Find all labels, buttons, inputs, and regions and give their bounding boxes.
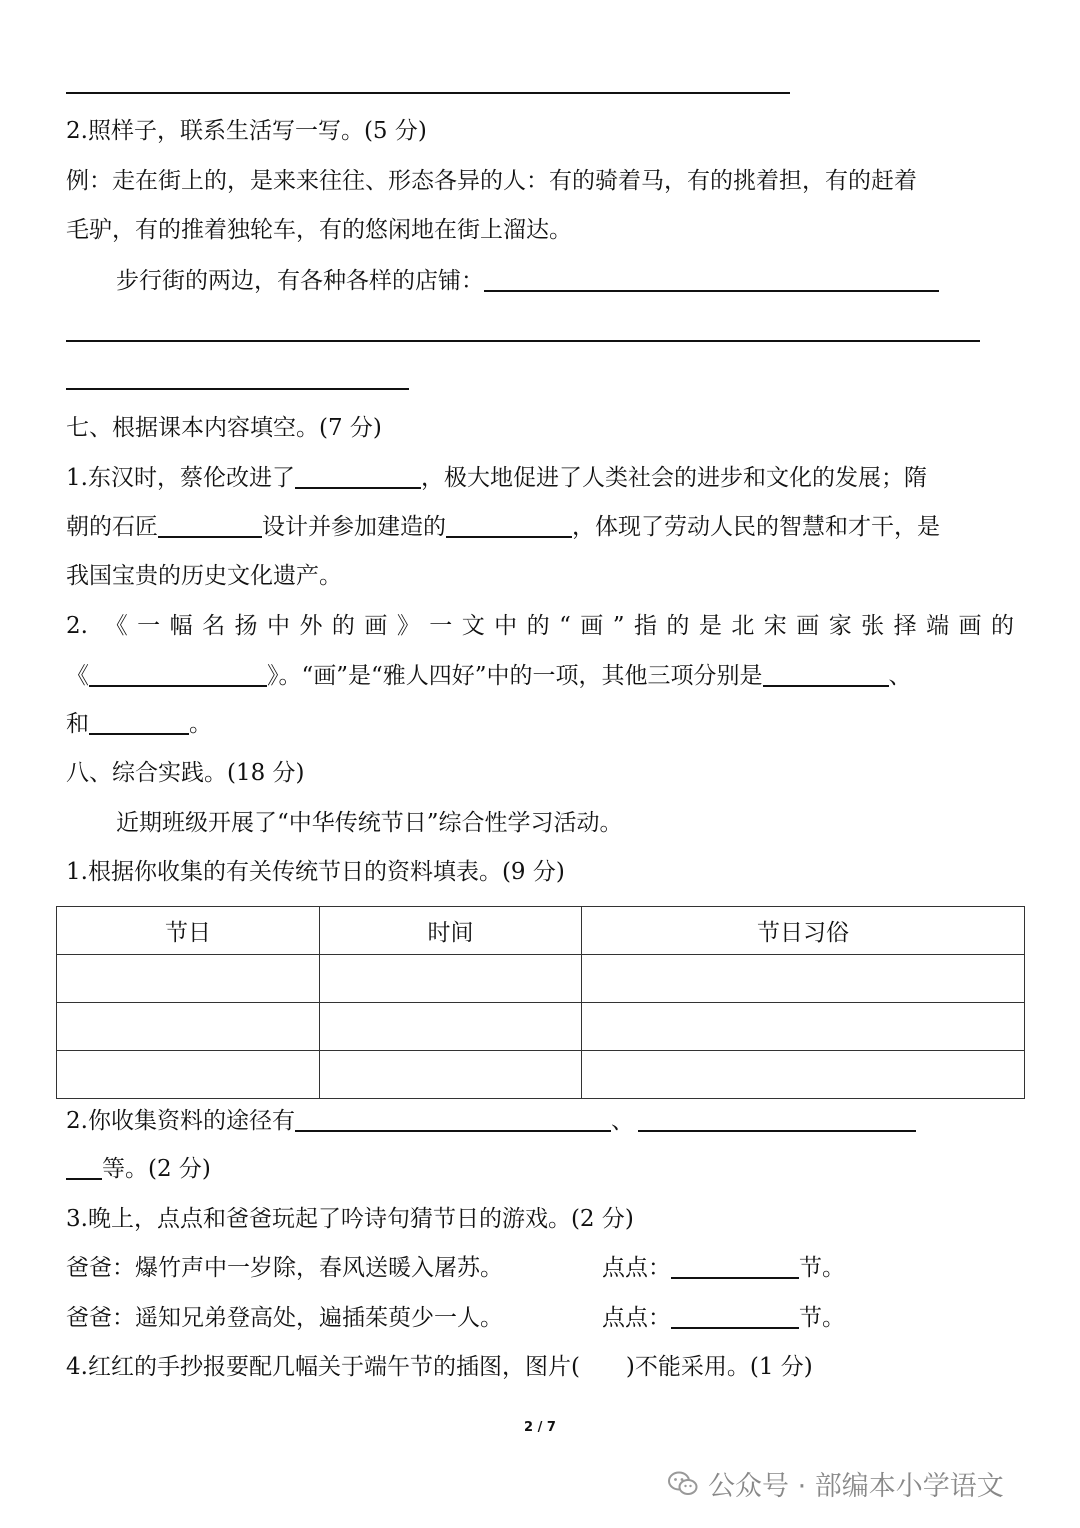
q-text: 朝的石匠 [66,514,158,540]
question-line [66,1106,916,1136]
answer-slot [602,1253,845,1283]
answer-blank[interactable] [295,465,421,489]
answer-blank[interactable] [89,663,267,687]
table-cell[interactable] [582,1003,1025,1051]
answer-blank[interactable] [89,711,189,735]
question-line: 4.红红的手抄报要配几幅关于端午节的插图，图片( )不能采用。(1 分) [66,1354,813,1380]
q-text: 节。 [799,1255,845,1281]
question-line [66,661,912,691]
q-text: ，极大地促进了人类社会的进步和文化的发展；隋 [420,465,927,491]
table-header: 时间 [320,907,582,955]
q-text: 、 [610,1108,634,1134]
q-text: 、 [888,663,912,689]
watermark [668,1464,1004,1503]
q-text: 。 [189,711,212,737]
answer-blank[interactable] [638,1108,916,1132]
table-cell[interactable] [57,955,320,1003]
question-line [66,512,940,542]
table-cell[interactable] [320,1003,582,1051]
table-header: 节日 [57,907,320,955]
question-line [66,463,927,493]
question-line: 2. 《一幅名扬中外的画》一文中的“画”指的是北宋画家张择端画的 [66,613,1014,639]
q-text: 《 [66,663,89,689]
poem-text: 爸爸：爆竹声中一岁除，春风送暖入屠苏。 [66,1255,503,1281]
table-row [57,1003,1025,1051]
poem-line [66,1253,503,1283]
question-line: 1.根据你收集的有关传统节日的资料填表。(9 分) [66,859,565,885]
table-header: 节日习俗 [582,907,1025,955]
question-line [66,709,212,739]
wechat-icon [668,1471,698,1497]
answer-blank[interactable] [66,1156,102,1180]
table-cell[interactable] [320,1051,582,1099]
answer-label: 点点： [602,1255,671,1281]
q-text: 和 [66,711,89,737]
answer-blank[interactable] [763,663,889,687]
question-title: 2.照样子，联系生活写一写。(5 分) [66,118,427,144]
example-text: 毛驴，有的推着独轮车，有的悠闲地在街上溜达。 [66,217,572,243]
section-title: 八、综合实践。(18 分) [66,760,305,786]
table-row [57,1051,1025,1099]
festival-table [56,906,1025,1099]
answer-blank[interactable] [484,268,939,292]
q-text: ，体现了劳动人民的智慧和才干，是 [572,514,940,540]
watermark-text: 公众号 · 部编本小学语文 [708,1471,1004,1502]
answer-blank[interactable] [295,1108,611,1132]
question-line [66,1154,211,1184]
section-title: 七、根据课本内容填空。(7 分) [66,415,382,441]
section-intro: 近期班级开展了“中华传统节日”综合性学习活动。 [116,810,623,836]
prompt-text: 步行街的两边，有各种各样的店铺： [116,268,484,294]
question-line: 3.晚上，点点和爸爸玩起了吟诗句猜节日的游戏。(2 分) [66,1206,634,1232]
q-text: 2.你收集资料的途径有 [66,1108,295,1134]
page-number: 2 / 7 [524,1420,556,1435]
table-cell[interactable] [582,955,1025,1003]
table-cell[interactable] [320,955,582,1003]
answer-blank[interactable] [158,514,262,538]
q-text: 等。(2 分) [102,1156,211,1182]
answer-blank[interactable] [671,1305,799,1329]
table-header-row [57,907,1025,955]
answer-blank[interactable] [671,1255,799,1279]
writing-prompt [116,266,939,296]
answer-slot [602,1303,845,1333]
q-text: 》。“画”是“雅人四好”中的一项，其他三项分别是 [267,663,763,689]
answer-line[interactable] [66,340,980,342]
answer-blank[interactable] [446,514,572,538]
table-cell[interactable] [582,1051,1025,1099]
answer-line [66,92,790,94]
poem-line [66,1303,503,1333]
poem-text: 爸爸：遥知兄弟登高处，遍插茱萸少一人。 [66,1305,503,1331]
q-text: 1.东汉时，蔡伦改进了 [66,465,295,491]
table-row [57,955,1025,1003]
table-cell[interactable] [57,1051,320,1099]
q-text: 节。 [799,1305,845,1331]
question-line: 我国宝贵的历史文化遗产。 [66,563,342,589]
table-cell[interactable] [57,1003,320,1051]
answer-label: 点点： [602,1305,671,1331]
q-text: 设计并参加建造的 [262,514,446,540]
example-text: 例：走在街上的，是来来往往、形态各异的人：有的骑着马，有的挑着担，有的赶着 [66,168,917,194]
answer-line[interactable] [66,388,409,390]
